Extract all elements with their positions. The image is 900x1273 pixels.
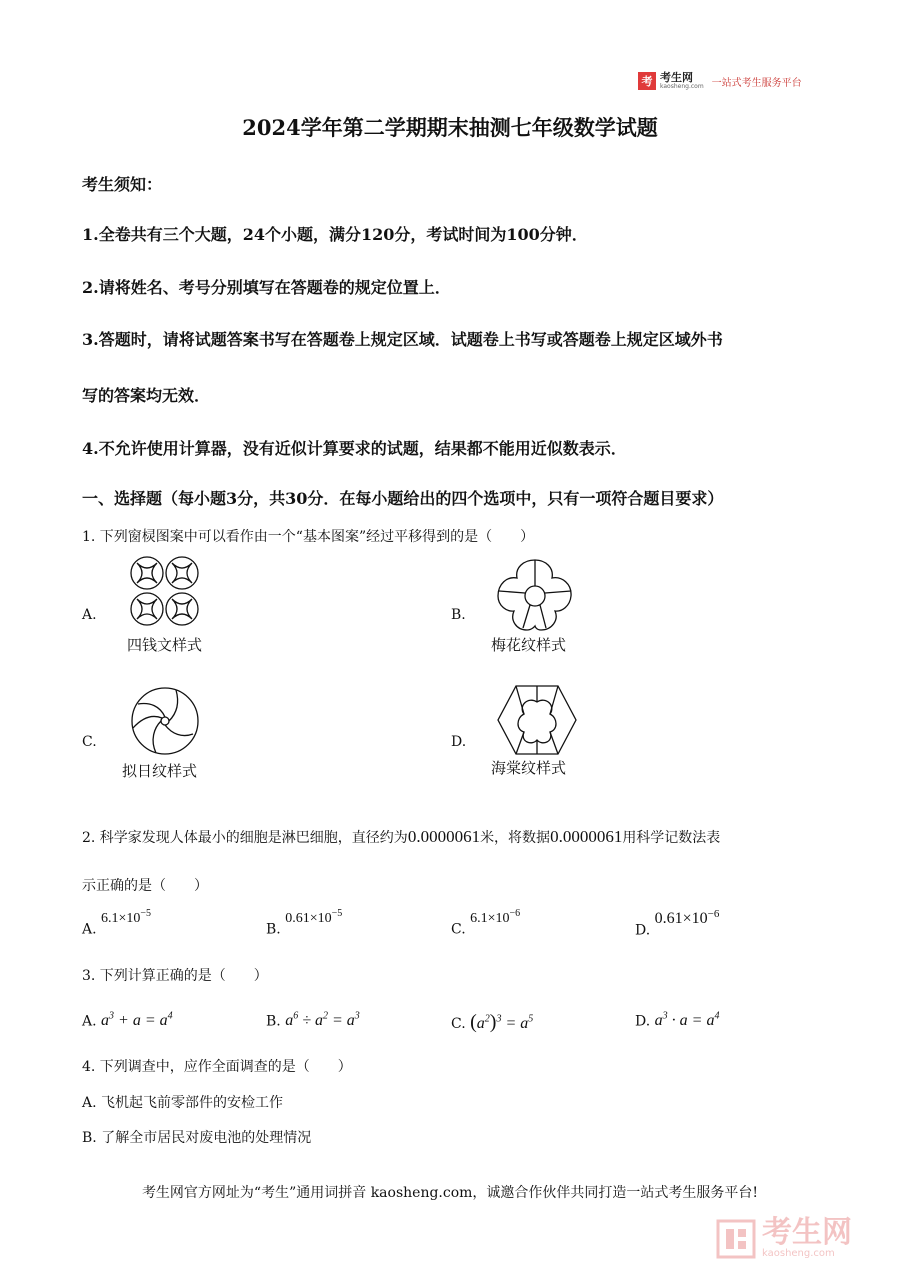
q1-option-b-letter: B. (451, 607, 466, 623)
q4-option-a: A. 飞机起飞前零部件的安检工作 (82, 1095, 284, 1111)
question-1-stem: 1. 下列窗棂图案中可以看作由一个“基本图案”经过平移得到的是（ ） (82, 529, 535, 545)
q3-option-c: C. $(a^2)^3 = a^5$ (451, 1011, 534, 1033)
q2-option-b: B. $0.61\times 10^{-5}$ (266, 908, 343, 938)
notice-item: 写的答案均无效． (82, 386, 211, 405)
section-heading: 一、选择题（每小题3分，共30分．在每小题给出的四个选项中，只有一项符合题目要求） (82, 489, 724, 508)
watermark (716, 1215, 852, 1259)
logo-text: 考生网 (660, 70, 693, 84)
q2-option-a: A. $6.1\times 10^{-5}$ (82, 908, 152, 938)
site-logo (638, 72, 802, 90)
header-slogan: 一站式考生服务平台 (711, 77, 802, 89)
q3-expression-c: $(a^2)^3 = a^5$ (470, 1011, 534, 1033)
sun-swirl-pattern-icon (130, 686, 200, 756)
q3-expression-d: $a^3 \cdot a = a^4$ (654, 1011, 720, 1030)
q1-option-c-caption: 拟日纹样式 (122, 762, 198, 780)
q1-option-b-caption: 梅花纹样式 (491, 636, 567, 654)
notice-item: 4.不允许使用计算器，没有近似计算要求的试题，结果都不能用近似数表示． (82, 439, 627, 458)
q2-option-d: D. $0.61\times 10^{-6}$ (635, 908, 720, 939)
q2-number-2: 0.0000061 (550, 827, 623, 846)
q2-stem-c: 用科学记数法表 (622, 830, 721, 846)
question-2-stem (82, 827, 720, 847)
option-letter: D. (635, 922, 651, 939)
q3-option-a: A. $a^3 + a = a^4$ (82, 1011, 173, 1030)
watermark-sub: kaosheng.com (762, 1248, 835, 1259)
q2-stem-a: 2. 科学家发现人体最小的细胞是淋巴细胞，直径约为 (82, 830, 408, 846)
option-letter: B. (266, 921, 281, 938)
logo-sub: kaosheng.com (660, 82, 704, 90)
notice-item: 1.全卷共有三个大题，24个小题，满分120分，考试时间为100分钟． (82, 225, 588, 244)
four-coins-pattern-icon (128, 556, 204, 628)
page-title: 2024学年第二学期期末抽测七年级数学试题 (242, 115, 658, 140)
page-footer: 考生网官方网址为“考生”通用词拼音 kaosheng.com，诚邀合作伙伴共同打造一站式考生服务平台! (141, 1185, 759, 1201)
notice-heading: 考生须知： (82, 175, 163, 194)
q4-option-b: B. 了解全市居民对废电池的处理情况 (82, 1130, 312, 1146)
notice-item: 2.请将姓名、考号分别填写在答题卷的规定位置上． (82, 278, 451, 297)
q1-option-d-caption: 海棠纹样式 (491, 759, 567, 777)
q2-stem-line2: 示正确的是（ ） (82, 878, 208, 894)
q1-option-a-letter: A. (82, 607, 97, 623)
option-letter: A. (82, 921, 97, 938)
q2-option-c: C. $6.1\times 10^{-6}$ (451, 908, 521, 938)
q3-option-d: D. $a^3 \cdot a = a^4$ (635, 1011, 720, 1030)
q2-stem-b: 米，将数据 (480, 830, 551, 846)
q3-option-b: B. $a^6 \div a^2 = a^3$ (266, 1011, 360, 1030)
q3-expression-b: $a^6 \div a^2 = a^3$ (285, 1011, 360, 1030)
q3-expression-a: $a^3 + a = a^4$ (101, 1011, 173, 1030)
q1-option-c-letter: C. (82, 734, 97, 750)
q1-option-d-letter: D. (451, 734, 467, 750)
begonia-pattern-icon (496, 684, 578, 756)
notice-item: 3.答题时，请将试题答案书写在答题卷上规定区域．试题卷上书写或答题卷上规定区域外书 (82, 330, 723, 349)
plum-blossom-pattern-icon (494, 556, 576, 632)
q1-option-a-caption: 四钱文样式 (127, 636, 203, 654)
question-4-stem: 4. 下列调查中，应作全面调查的是（ ） (82, 1059, 352, 1075)
watermark-text: 考生网 (762, 1215, 852, 1250)
q2-number-1: 0.0000061 (407, 827, 481, 846)
watermark-logo-icon (716, 1219, 756, 1259)
question-3-stem: 3. 下列计算正确的是（ ） (82, 968, 268, 984)
option-letter: C. (451, 921, 466, 938)
logo-icon: 考 (638, 72, 656, 90)
